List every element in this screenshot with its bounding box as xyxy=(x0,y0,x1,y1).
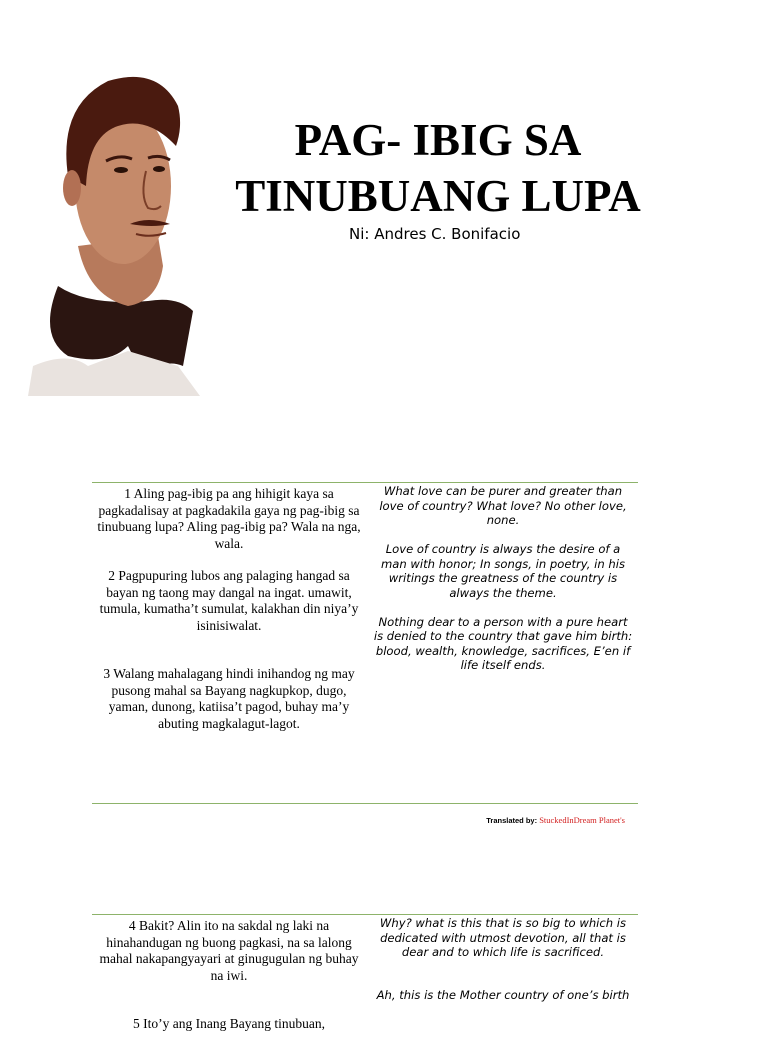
tagalog-stanzas-1 xyxy=(94,486,364,748)
english-stanza-5: Ah, this is the Mother country of one’s birth xyxy=(376,987,630,1002)
english-stanzas-2 xyxy=(372,916,634,1017)
tagalog-stanza-4: 4 Bakit? Alin ito na sakdal ng laki na hinahandugan ng buong pagkasi, na sa lalong mahal nakapangyayari at ginugugulan ng buhay na iwi. xyxy=(99,918,359,983)
tagalog-stanzas-2 xyxy=(94,918,364,1049)
english-stanza-1: What love can be purer and greater than love of country? What love? No other love, none. xyxy=(379,484,627,527)
tagalog-stanza-2: 2 Pagpupuring lubos ang palaging hangad sa bayan ng taong may dangal na ingat. umawit, tumula, kumatha’t sumulat, kalakhan din niya’y isinisiwalat. xyxy=(99,568,359,633)
english-stanzas-1 xyxy=(372,484,634,687)
english-stanza-3: Nothing dear to a person with a pure heart is denied to the country that gave him birth: blood, wealth, knowledge, sacrifices, E’en if life itself ends. xyxy=(373,614,633,672)
divider-top-1 xyxy=(92,482,638,483)
ear-shape xyxy=(63,170,81,206)
tagalog-stanza-3: 3 Walang mahalagang hindi inihandog ng may pusong mahal sa Bayang nagkupkop, dugo, yaman, dunong, katiisa’t pagod, buhay ma’y abuting magkalagut-lagot. xyxy=(103,666,355,731)
eye-left xyxy=(114,167,128,173)
bonifacio-portrait xyxy=(28,66,200,396)
english-stanza-4: Why? what is this that is so big to which is dedicated with utmost devotion, all that is dear and to which life is sacrificed. xyxy=(379,916,627,959)
english-stanza-2: Love of country is always the desire of a man with honor; In songs, in poetry, in his writings the greatness of the country is always the theme. xyxy=(380,542,625,600)
translator-name: StuckedInDream Planet's xyxy=(539,815,625,825)
translation-credit xyxy=(486,815,625,825)
eye-right xyxy=(153,166,165,172)
divider-bottom-1 xyxy=(92,803,638,804)
tagalog-stanza-1: 1 Aling pag-ibig pa ang hihigit kaya sa pagkadalisay at pagkadakila gaya ng pag-ibig sa tinubuang lupa? Aling pag-ibig pa? Wala na nga, wala. xyxy=(97,486,361,551)
divider-top-2 xyxy=(92,914,638,915)
credit-label: Translated by: xyxy=(486,816,538,825)
page-title: PAG- IBIG SA TINUBUANG LUPA xyxy=(235,115,641,221)
tagalog-stanza-5: 5 Ito’y ang Inang Bayang tinubuan, xyxy=(133,1016,325,1031)
author-line: Ni: Andres C. Bonifacio xyxy=(349,225,521,243)
